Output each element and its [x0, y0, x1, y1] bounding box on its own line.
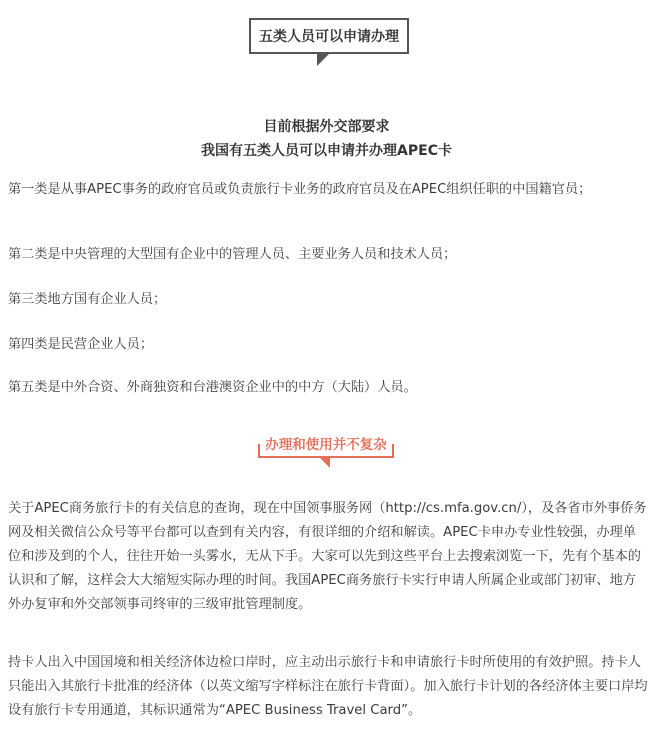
section-title: 办理和使用并不复杂 — [258, 430, 394, 458]
category-item: 第五类是中外合资、外商独资和台港澳资企业中的中方（大陆）人员。 — [8, 380, 417, 395]
section-title: 五类人员可以申请办理 — [249, 18, 409, 54]
intro-line-1: 目前根据外交部要求 — [263, 119, 390, 135]
header-pointer-icon — [317, 54, 329, 66]
intro-line-2: 我国有五类人员可以申请并办理APEC卡 — [201, 143, 452, 159]
section-header-five-categories — [249, 18, 409, 64]
category-item: 第四类是民营企业人员； — [8, 337, 154, 352]
body-paragraph: 关于APEC商务旅行卡的有关信息的查询，现在中国领事服务网（http://cs.mfa.gov.cn/），及各省市外事侨务网及相关微信公众号等平台都可以查到有关内容，有很详细的介绍和解读。APEC卡申办专业性较强，办理单位和涉及到的个人，往往开始一头雾水，无从下手。大家可以先到这些平台上去搜索浏览一下，先有个基本的认识和了解，这样会大大缩短实际办理的时间。我国APEC商务旅行卡实行申请人所属企业或部门初审、地方外办复审和外交部领事司终审的三级审批管理制度。 — [8, 501, 647, 612]
header-pointer-icon — [320, 458, 330, 468]
section-header-process — [258, 430, 398, 470]
category-item: 第一类是从事APEC事务的政府官员或负责旅行卡业务的政府官员及在APEC组织任职的中国籍官员； — [8, 182, 592, 197]
body-paragraph: 持卡人出入中国国境和相关经济体边检口岸时，应主动出示旅行卡和申请旅行卡时所使用的有效护照。持卡人只能出入其旅行卡批准的经济体（以英文缩写字样标注在旅行卡背面）。加入旅行卡计划的各经济体主要口岸均设有旅行卡专用通道，其标识通常为“APEC Business Travel Card”。 — [8, 655, 648, 718]
category-item: 第三类地方国有企业人员； — [8, 292, 167, 307]
category-item: 第二类是中央管理的大型国有企业中的管理人员、主要业务人员和技术人员； — [8, 247, 457, 262]
